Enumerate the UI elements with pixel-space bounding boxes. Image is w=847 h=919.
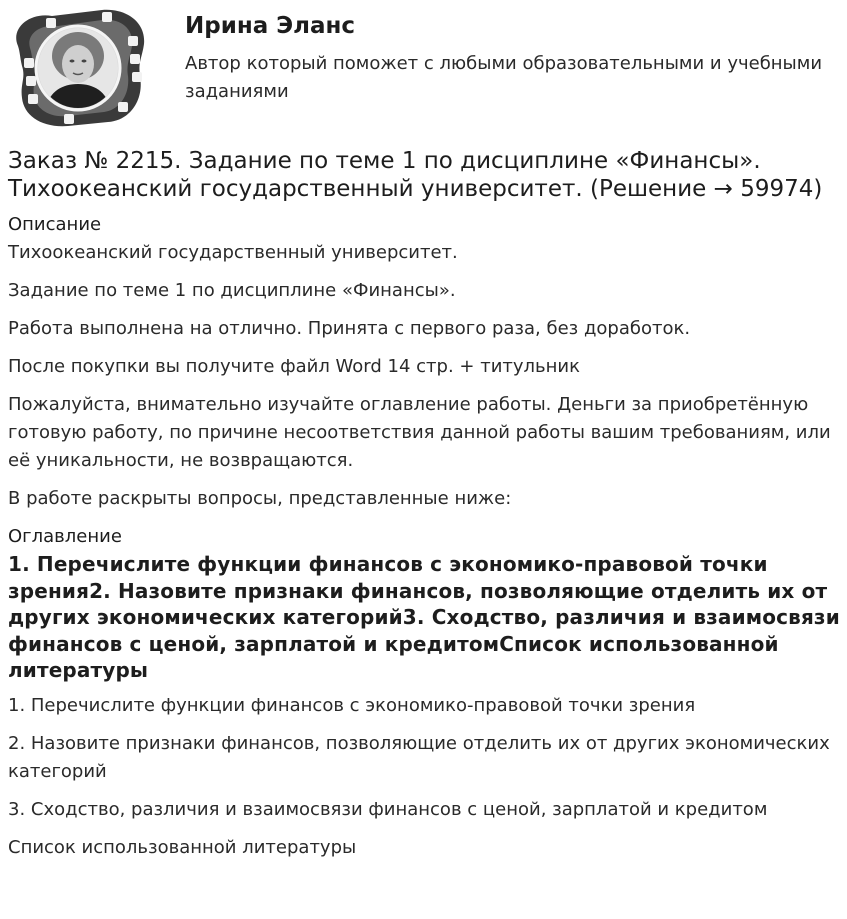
toc-item: 3. Сходство, различия и взаимосвязи финансов с ценой, зарплатой и кредитом [8,798,768,820]
description-paragraph: Задание по теме 1 по дисциплине «Финансы». [8,280,456,301]
description-paragraph: В работе раскрыты вопросы, представленные ниже: [8,488,512,509]
description-paragraph: После покупки вы получите файл Word 14 стр. + титульник [8,356,580,377]
description-paragraph: Пожалуйста, внимательно изучайте оглавление работы. Деньги за приобретённую готовую работу, по причине несоответствия данной работы вашим требованиям, или её уникальности, не возвращаются. [8,394,831,471]
order-content [8,147,840,872]
author-block [0,0,847,132]
toc-list [8,692,840,862]
author-avatar [6,6,152,128]
author-description: Автор который поможет с любыми образовательными и учебными заданиями [185,53,823,102]
description-paragraph: Тихоокеанский государственный университет. [8,242,458,263]
toc-item: Список использованной литературы [8,836,357,858]
author-name[interactable]: Ирина Эланс [185,13,356,39]
description-paragraph: Работа выполнена на отлично. Принята с первого раза, без доработок. [8,318,691,339]
toc-item: 2. Назовите признаки финансов, позволяющие отделить их от других экономических категорий [8,732,830,782]
user-photo-in-film-frame-icon [6,6,152,128]
toc-summary: 1. Перечислите функции финансов с экономико-правовой точки зрения2. Назовите признаки финансов, позволяющие отделить их от других экономических категорий3. Сходство, различия и взаимосвязи финансов с ценой, зарплатой и кредитомСписок использованной литературы [8,552,840,682]
description-body [8,239,840,513]
order-title: Заказ № 2215. Задание по теме 1 по дисциплине «Финансы». Тихоокеанский государственный университет. (Решение → 59974) [8,148,823,202]
description-label: Описание [8,214,102,235]
toc-item: 1. Перечислите функции финансов с экономико-правовой точки зрения [8,694,696,716]
toc-label: Оглавление [8,526,122,547]
